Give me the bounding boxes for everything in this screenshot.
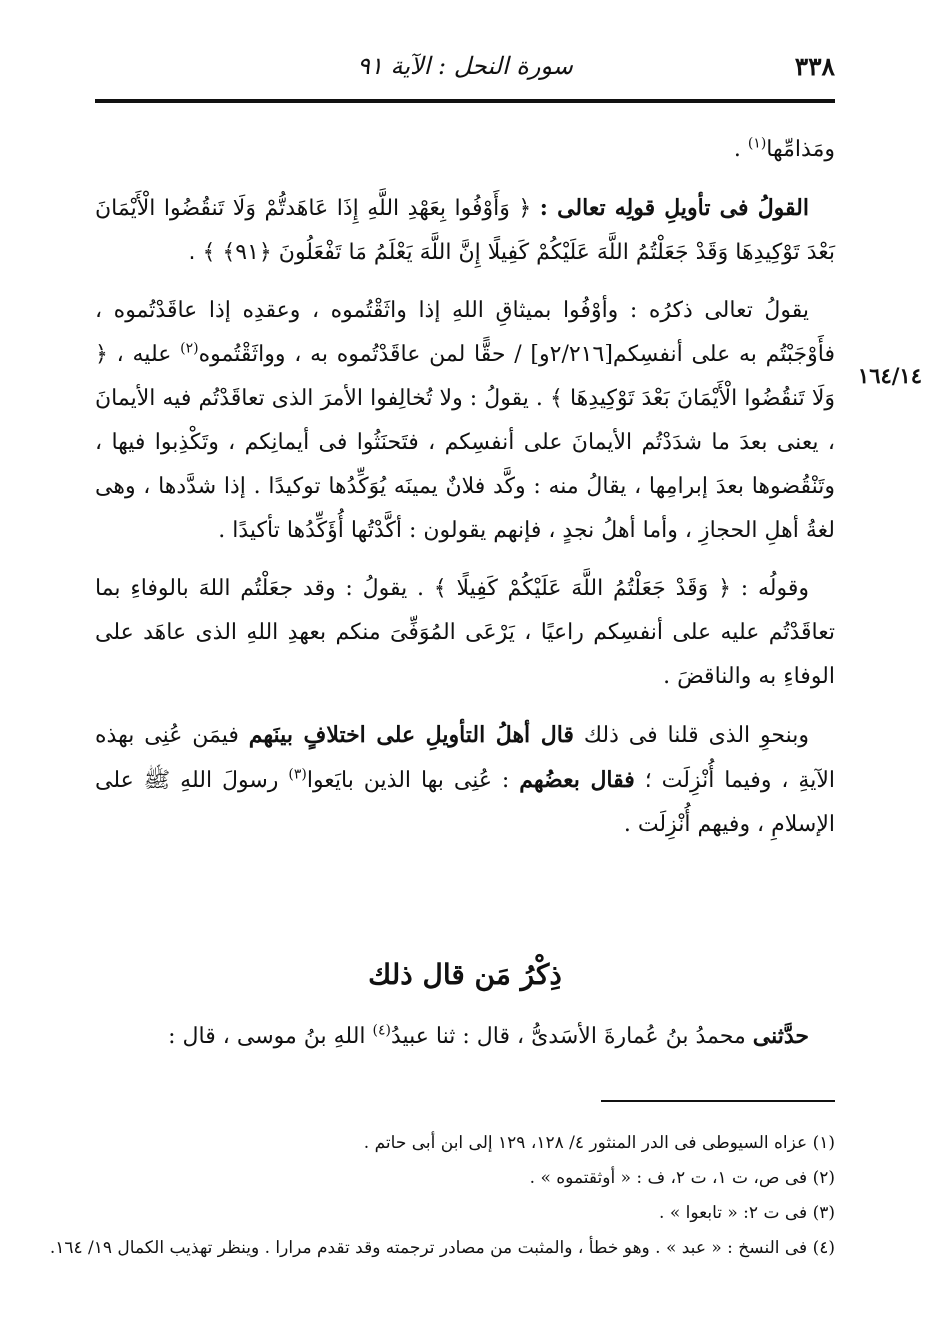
footnote-1: (١) عزاه السيوطى فى الدر المنثور ٤/ ١٢٨، ١٢٩ إلى ابن أبى حاتم . [363, 1133, 835, 1153]
commentary-3-b: فيمَن عُنِى بهذه الآيةِ ، وفيما أُنْزِلَت ؛ [95, 723, 835, 793]
page-number: ٣٣٨ [794, 52, 835, 81]
page-header [95, 44, 835, 98]
narration-chain-a: محمدُ بنُ عُمارةَ الأسَدىُّ ، قال : ثنا عبيدُ [390, 1024, 753, 1049]
quran-quote-2: ﴿ وَقَدْ جَعَلْتُمُ اللَّهَ عَلَيْكُمْ كَفِيلًا ﴾ [424, 576, 741, 601]
narration-chain-bold: حدَّثنى [752, 1023, 809, 1049]
quran-verse-91: ﴿ وَأَوْفُوا بِعَهْدِ اللَّهِ إِذَا عَاهَدتُّمْ وَلَا تَنقُضُوا الْأَيْمَانَ بَعْدَ تَوْكِيدِهَا وَقَدْ جَعَلْتُمُ اللَّهَ عَلَيْكُمْ كَفِيلًا إِنَّ اللَّهَ يَعْلَمُ مَا تَفْعَلُونَ ﴿٩١﴾ ﴾ . [95, 196, 835, 265]
paragraph-verse-heading [95, 186, 835, 275]
commentary-1-b: / حقًّا لمن عاقَدْتُموه به ، وواثَقْتُموه [198, 342, 531, 367]
footnote-2: (٢) فى ص، ت ١، ت ٢، ف : « أوثقتموه » . [529, 1168, 835, 1188]
paragraph-commentary-1 [95, 289, 835, 553]
commentary-3-c: : عُنِى بها الذين بايَعوا [306, 768, 520, 793]
paragraph-continuation [95, 128, 835, 172]
quran-quote-1: ﴿ وَلَا تَنقُضُوا الْأَيْمَانَ بَعْدَ تَوْكِيدِهَا ﴾ [95, 342, 835, 411]
footnote-4: (٤) فى النسخ : « عبد » . وهو خطأ ، والمثبت من مصادر ترجمته وقد تقدم مرارا . وينظر تهذيب الكمال ١٩/ ١٦٤. [49, 1238, 835, 1258]
commentary-3-d: رسولَ اللهِ ﷺ على الإسلامِ ، وفيهم أُنْزِلَت . [95, 768, 835, 837]
continuation-text: ومَذامِّها [766, 137, 835, 162]
verse-heading-label: القولُ فى تأويلِ قولِه تعالى : [539, 195, 809, 221]
main-text [95, 128, 835, 861]
footnote-marker-1: (١) [747, 135, 767, 152]
commentary-1-a: يقولُ تعالى ذكرُه : وأوْفُوا بميثاقِ اللهِ إذا واثَقْتُموه ، وعقدِه إذا عاقَدْتُموه ، فأَوْجَبْتُم به على أنفسِكم [95, 298, 835, 367]
running-title: سورة النحل : الآية ٩١ [357, 52, 573, 80]
header-rule [95, 99, 835, 103]
commentary-1-d: . يقولُ : ولا تُخالِفوا الأمرَ الذى تعاقَدْتُم فيه الأيمانَ ، يعنى بعدَ ما شدَدْتُم الأيمانَ على أنفسِكم ، فتَحنَثُوا فى أيمانِكم ، وتَكْذِبوا فيها ، وتَنْقُضوها بعدَ إبرامِها ، يقالُ منه : وكَّد فلانٌ يمينَه يُوَكِّدُها توكيدًا . إذا شدَّدها ، وهى لغةُ أهلِ الحجازِ ، وأما أهلُ نجدٍ ، فإنهم يقولون : أكَّدْتُها أُؤَكِّدُها تأكيدًا . [95, 386, 835, 543]
footnote-marker-2: (٢) [180, 340, 199, 357]
paragraph-commentary-2 [95, 567, 835, 699]
narration-chain-b: اللهِ بنُ موسى ، قال : [168, 1024, 373, 1049]
footnote-rule [601, 1100, 835, 1102]
commentary-3-a: وبنحوِ الذى قلنا فى ذلك [573, 723, 810, 748]
continuation-end: . [733, 137, 748, 162]
footnotes [49, 1126, 835, 1266]
manuscript-ref: [٢/٢١٦و] [530, 342, 613, 367]
commentary-2-a: وقولُه : [740, 576, 809, 601]
section-heading: ذِكْرُ مَن قال ذلك [368, 958, 562, 991]
paragraph-commentary-3 [95, 713, 835, 847]
margin-reference: ١٦٤/١٤ [857, 363, 922, 388]
commentary-1-c: عليه ، [116, 342, 181, 367]
commentary-3-bold-2: فقال بعضُهم [519, 767, 635, 793]
commentary-2-b: . يقولُ : وقد جعَلْتُم اللهَ بالوفاءِ بما تعاقَدْتُم عليه على أنفسِكم راعيًا ، يَرْعَى المُوَفِّىَ منكم بعهدِ اللهِ الذى عاهَد على الوفاءِ به والناقضَ . [95, 576, 835, 689]
footnote-marker-3: (٣) [288, 766, 307, 783]
footnote-marker-4: (٤) [372, 1022, 391, 1039]
footnote-3: (٣) فى ت ٢: « تابعوا » . [659, 1203, 835, 1223]
commentary-3-bold-1: قال أهلُ التأويلِ على اختلافٍ بينَهم [248, 722, 574, 748]
narration-chain [95, 1014, 835, 1059]
